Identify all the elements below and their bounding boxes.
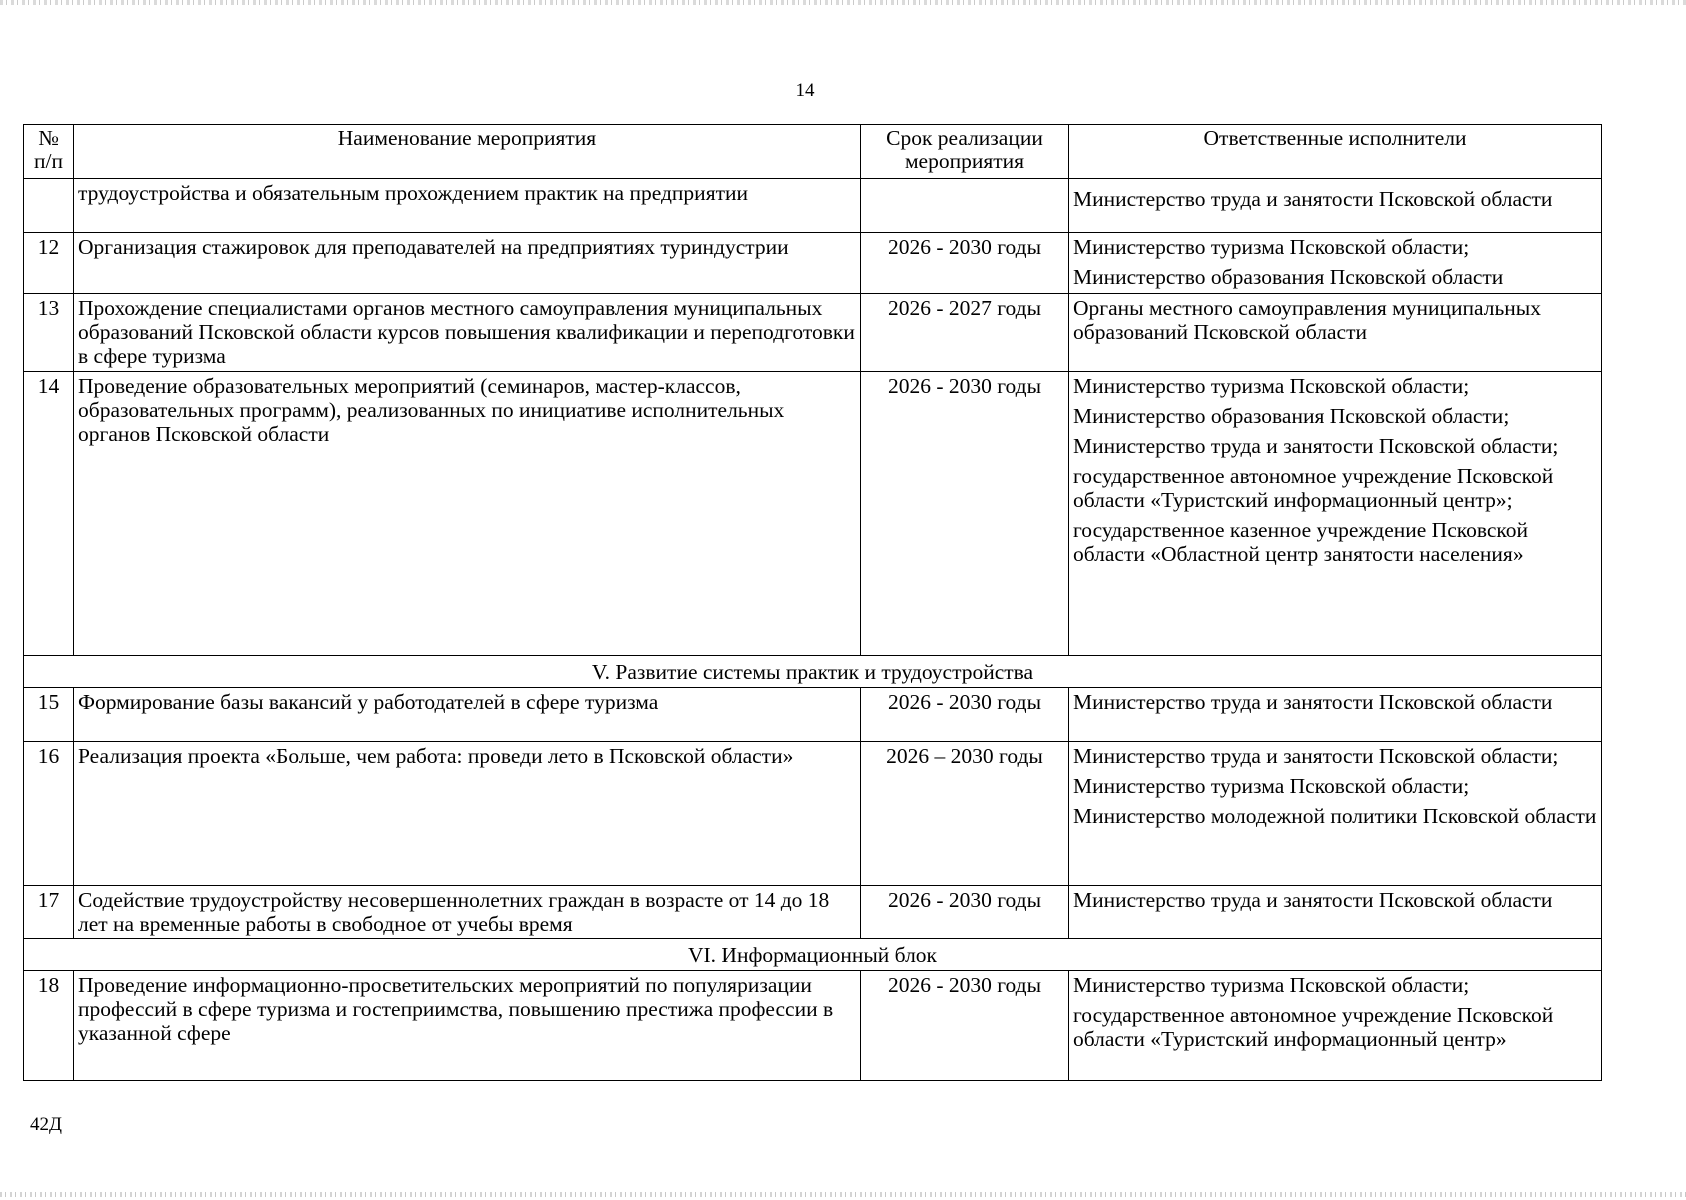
resp-line: Министерство туризма Псковской области;: [1073, 973, 1470, 997]
row-resp: [1069, 372, 1602, 656]
row-name: Проведение информационно-просветительских мероприятий по популяризации профессий в сфере туризма и гостеприимства, повышению престижа профессии в указанной сфере: [74, 971, 861, 1081]
row-term: 2026 - 2030 годы: [861, 372, 1069, 656]
row-resp: [1069, 886, 1602, 939]
row-num: 12: [24, 233, 74, 294]
row-num: 18: [24, 971, 74, 1081]
resp-line: государственное казенное учреждение Псковской области «Областной центр занятости населения»: [1073, 518, 1529, 566]
events-table: [23, 124, 1602, 1081]
resp-line: государственное автономное учреждение Псковской области «Туристский информационный центр»: [1073, 1003, 1554, 1051]
row-num: 15: [24, 688, 74, 742]
page-number: 14: [795, 80, 815, 101]
row-resp: [1069, 233, 1602, 294]
row-name: Формирование базы вакансий у работодателей в сфере туризма: [74, 688, 861, 742]
resp-line: Министерство труда и занятости Псковской области: [1073, 888, 1553, 912]
row-term: [861, 179, 1069, 233]
resp-line: Министерство труда и занятости Псковской области;: [1073, 434, 1559, 458]
row-name: Организация стажировок для преподавателей на предприятиях туриндустрии: [74, 233, 861, 294]
row-name: Реализация проекта «Больше, чем работа: проведи лето в Псковской области»: [74, 742, 861, 886]
row-num: 17: [24, 886, 74, 939]
resp-line: Министерство труда и занятости Псковской области: [1073, 690, 1553, 714]
table-row: [24, 179, 1602, 233]
table-row: [24, 294, 1602, 372]
resp-line: государственное автономное учреждение Псковской области «Туристский информационный центр»;: [1073, 464, 1554, 512]
row-num: 14: [24, 372, 74, 656]
resp-line: Министерство образования Псковской области: [1073, 265, 1504, 289]
row-term: 2026 - 2030 годы: [861, 688, 1069, 742]
row-resp: [1069, 688, 1602, 742]
section-row: [24, 939, 1602, 971]
row-term: 2026 - 2030 годы: [861, 233, 1069, 294]
row-resp: [1069, 742, 1602, 886]
resp-line: Министерство туризма Псковской области;: [1073, 774, 1470, 798]
row-num: 13: [24, 294, 74, 372]
header-resp: Ответственные исполнители: [1069, 125, 1602, 179]
row-resp: [1069, 179, 1602, 233]
section-row: [24, 656, 1602, 688]
resp-line: Министерство труда и занятости Псковской области: [1073, 187, 1553, 211]
row-num: 16: [24, 742, 74, 886]
resp-line: Министерство туризма Псковской области;: [1073, 374, 1470, 398]
section-title: V. Развитие системы практик и трудоустройства: [24, 656, 1602, 688]
header-name: Наименование мероприятия: [74, 125, 861, 179]
table-row: [24, 886, 1602, 939]
table-row: [24, 971, 1602, 1081]
row-name: Проведение образовательных мероприятий (семинаров, мастер-классов, образовательных программ), реализованных по инициативе исполнительных органов Псковской области: [74, 372, 861, 656]
row-resp: [1069, 294, 1602, 372]
resp-line: Органы местного самоуправления муниципальных образований Псковской области: [1073, 296, 1541, 344]
row-name: трудоустройства и обязательным прохождением практик на предприятии: [74, 179, 861, 233]
header-num: № п/п: [24, 125, 74, 179]
row-name: Прохождение специалистами органов местного самоуправления муниципальных образований Псковской области курсов повышения квалификации и переподготовки в сфере туризма: [74, 294, 861, 372]
row-num: [24, 179, 74, 233]
row-term: 2026 - 2027 годы: [861, 294, 1069, 372]
row-term: 2026 - 2030 годы: [861, 971, 1069, 1081]
table-row: [24, 233, 1602, 294]
resp-line: Министерство туризма Псковской области;: [1073, 235, 1470, 259]
table-row: [24, 688, 1602, 742]
row-term: 2026 – 2030 годы: [861, 742, 1069, 886]
row-term: 2026 - 2030 годы: [861, 886, 1069, 939]
scan-edge-bottom: [0, 1192, 1686, 1197]
resp-line: Министерство образования Псковской области;: [1073, 404, 1510, 428]
resp-line: Министерство молодежной политики Псковской области: [1073, 804, 1597, 828]
scan-edge-top: [0, 0, 1686, 5]
resp-line: Министерство труда и занятости Псковской области;: [1073, 744, 1559, 768]
row-name: Содействие трудоустройству несовершеннолетних граждан в возрасте от 14 до 18 лет на временные работы в свободное от учебы время: [74, 886, 861, 939]
table-row: [24, 372, 1602, 656]
document-code: 42Д: [30, 1114, 62, 1135]
section-title: VI. Информационный блок: [24, 939, 1602, 971]
header-term: Срок реализации мероприятия: [861, 125, 1069, 179]
table-row: [24, 742, 1602, 886]
row-resp: [1069, 971, 1602, 1081]
table-header-row: [24, 125, 1602, 179]
